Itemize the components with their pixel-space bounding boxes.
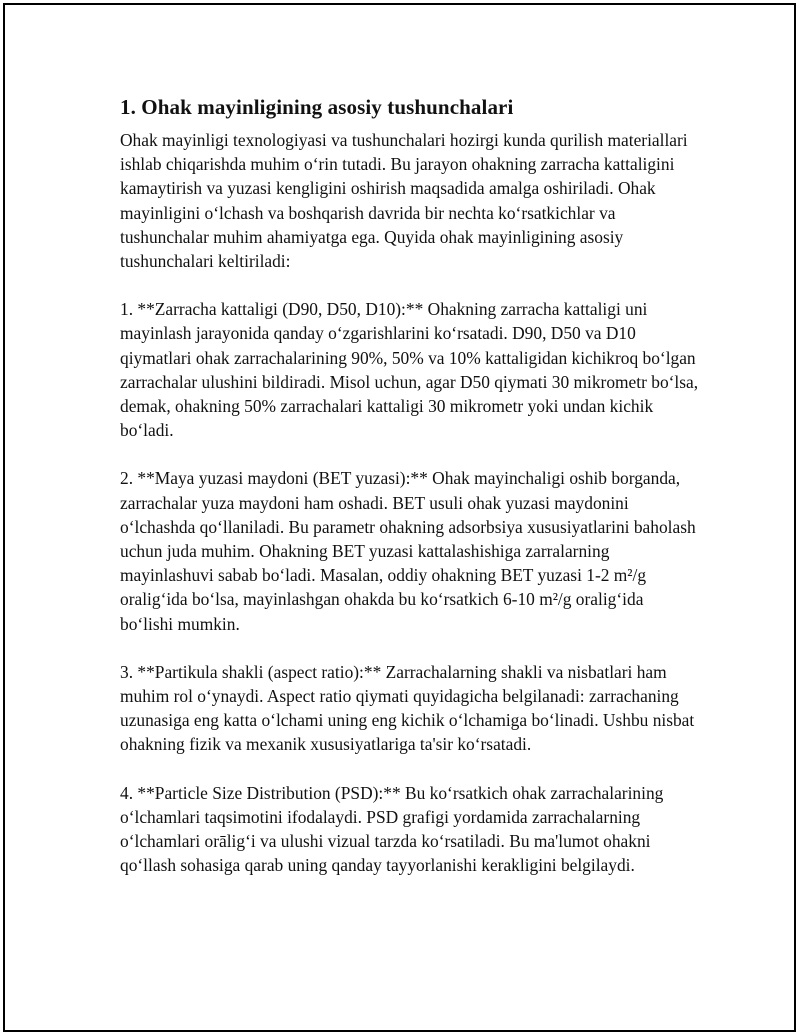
page-title: 1. Ohak mayinligining asosiy tushunchalari <box>120 95 514 119</box>
paragraph-particle-size: 1. **Zarracha kattaligi (D90, D50, D10):** Ohakning zarracha kattaligi uni mayinlash jarayonida qanday o‘zgarishlarini ko‘rsatadi. D90, D50 va D10 qiymatlari ohak zarrachalarining 90%, 50% va 10% kattaligidan kichikroq bo‘lgan zarrachalar ulushini bildiradi. Misol uchun, agar D50 qiymati 30 mikrometr bo‘lsa, demak, ohakning 50% zarrachalari kattaligi 30 mikrometr yoki undan kichik bo‘ladi. <box>120 299 699 441</box>
paragraph-bet-surface: 2. **Maya yuzasi maydoni (BET yuzasi):** Ohak mayinchaligi oshib borganda, zarrachalar yuza maydoni ham oshadi. BET usuli ohak yuzasi maydonini o‘lchashda qo‘llaniladi. Bu parametr ohakning adsorbsiya xususiyatlarini baholash uchun juda muhim. Ohakning BET yuzasi kattalashishiga zarralarning mayinlashuvi sabab bo‘ladi. Masalan, oddiy ohakning BET yuzasi 1-2 m²/g oralig‘ida bo‘lsa, mayinlashgan ohakda bu ko‘rsatkich 6-10 m²/g oralig‘ida bo‘lishi mumkin. <box>120 468 696 634</box>
page-frame <box>3 3 796 1032</box>
paragraph-psd: 4. **Particle Size Distribution (PSD):** Bu ko‘rsatkich ohak zarrachalarining o‘lchamlari taqsimotini ifodalaydi. PSD grafigi yordamida zarrachalarning o‘lchamlari orālig‘i va ulushi vizual tarzda ko‘rsatiladi. Bu ma'lumot ohakni qo‘llash sohasiga qarab uning qanday tayyorlanishi kerakligini belgilaydi. <box>120 782 664 876</box>
paragraph-aspect-ratio: 3. **Partikula shakli (aspect ratio):** Zarrachalarning shakli va nisbatlari ham muhim rol o‘ynaydi. Aspect ratio qiymati quyidagicha belgilanadi: zarrachaning uzunasiga eng katta o‘lchami uning eng kichik o‘lchamiga bo‘linadi. Ushbu nisbat ohakning fizik va mexanik xususiyatlariga ta'sir ko‘rsatadi. <box>120 661 695 755</box>
document-body <box>120 93 700 901</box>
intro-paragraph: Ohak mayinligi texnologiyasi va tushunchalari hozirgi kunda qurilish materiallari ishlab chiqarishda muhim o‘rin tutadi. Bu jarayon ohakning zarracha kattaligini kamaytirish va yuzasi kengligini oshirish maqsadida amalga oshiriladi. Ohak mayinligini o‘lchash va boshqarish davrida bir nechta ko‘rsatkichlar va tushunchalar muhim ahamiyatga ega. Quyida ohak mayinligining asosiy tushunchalari keltiriladi: <box>120 130 688 272</box>
